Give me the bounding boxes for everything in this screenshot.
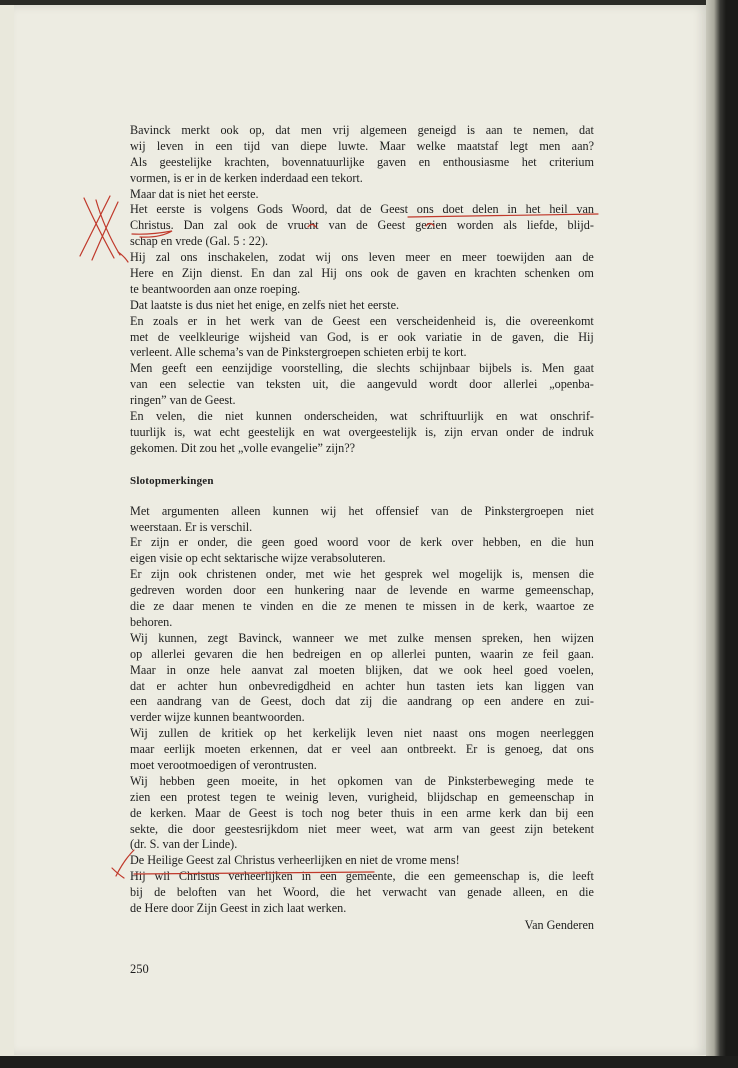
text-line: Christus. Dan zal ook de vrucht van de Geest gezien worden als liefde, blijd- (130, 218, 594, 233)
text-line: Met argumenten alleen kunnen wij het offensief van de Pinkstergroepen niet (130, 503, 594, 518)
text-line: gekomen. Dit zou het „volle evangelie” zijn?? (130, 440, 356, 455)
text-line: Wij zullen de kritiek op het kerkelijk leven niet naast ons mogen neerleggen (130, 726, 594, 741)
text-line: de kerken. Maar de Geest is toch nog beter thuis in een arme kerk dan bij een (130, 805, 594, 820)
text-line: behoren. (130, 614, 173, 629)
text-line: Men geeft een eenzijdige voorstelling, die slechts schijnbaar bijbels is. Men gaat (130, 361, 594, 376)
text-line: Er zijn er onder, die geen goed woord voor de kerk over hebben, en die hun (130, 535, 594, 550)
text-line: Wij hebben geen moeite, in het opkomen van de Pinksterbeweging mede te (130, 773, 594, 788)
text-line: Wij kunnen, zegt Bavinck, wanneer we met zulke mensen spreken, hen wijzen (130, 630, 594, 645)
text-line: Er zijn ook christenen onder, met wie het gesprek wel mogelijk is, mensen die (130, 567, 594, 582)
text-line: weerstaan. Er is verschil. (130, 519, 253, 534)
text-line: een aandrang van de Geest, doch dat zij die aandrang op een andere en zui- (130, 694, 594, 709)
text-line: met de veelkleurige wijsheid van God, is er ook variatie in de gaven, die Hij (130, 329, 594, 344)
text-line: tuurlijk is, wat echt geestelijk en wat overgeestelijk is, zijn ervan onder de indruk (130, 424, 594, 439)
text-line: Hij zal ons inschakelen, zodat wij ons leven meer en meer toewijden aan de (130, 250, 594, 265)
text-line: Dat laatste is dus niet het enige, en zelfs niet het eerste. (130, 297, 400, 312)
author-signature: Van Genderen (524, 917, 594, 932)
text-line: die ze daar menen te vinden en die ze menen te missen in de kerk, waartoe ze (130, 599, 594, 614)
text-line: eigen visie op echt sektarische wijze verabsoluteren. (130, 551, 386, 566)
text-line: maar eerlijk moeten erkennen, dat er veel aan ontbreekt. Er is genoeg, dat ons (130, 742, 594, 757)
text-line: bij de beloften van het Woord, die het verwacht van genade alleen, en die (130, 885, 594, 900)
text-line: van een selectie van teksten uit, die aangevuld wordt door allerlei „openba- (130, 377, 594, 392)
text-line: ringen” van de Geest. (130, 393, 236, 408)
page-body (130, 123, 594, 934)
section-heading: Slotopmerkingen (130, 474, 214, 487)
text-line: Here en Zijn dienst. En dan zal Hij ons ook de gaven en krachten schenken om (130, 266, 594, 281)
text-line: Het eerste is volgens Gods Woord, dat de Geest ons doet delen in het heil van (130, 202, 594, 217)
text-line: gedreven worden door een hunkering naar de levende en warme gemeenschap, (130, 583, 594, 598)
text-line: dat er achter hun onbevredigdheid en achter hun tasten iets kan liggen van (130, 678, 594, 693)
text-line: verleent. Alle schema’s van de Pinkstergroepen schieten erbij te kort. (130, 345, 467, 360)
page-number: 250 (130, 962, 149, 976)
text-line: Bavinck merkt ook op, dat men vrij algemeen geneigd is aan te nemen, dat (130, 123, 594, 137)
text-line: vormen, is er in de kerken inderdaad een tekort. (130, 170, 363, 185)
text-line: schap en vrede (Gal. 5 : 22). (130, 234, 269, 249)
scan-border-right (706, 0, 738, 1068)
text-block-1 (130, 123, 594, 457)
text-line: moet verootmoedigen of verontrusten. (130, 757, 317, 772)
text-line: Als geestelijke krachten, bovennatuurlijke gaven en enthousiasme het criterium (130, 154, 594, 169)
text-line: zien een protest tegen te weinig leven, vurigheid, blijdschap en gemeenschap in (130, 789, 594, 804)
text-line: sekte, die door geestesrijkdom niet meer weet, wat arm van geest zijn betekent (130, 821, 594, 836)
text-line: op allerlei gevaren die hen bedreigen en op allerlei punten, waarin ze feil gaan. (130, 646, 594, 661)
text-line: te beantwoorden aan onze roeping. (130, 281, 301, 296)
text-line: Maar in onze hele aanvat zal moeten blijken, dat we ook heel goed voelen, (130, 662, 594, 677)
text-line: Hij wil Christus verheerlijken in een gemeente, die een gemeenschap is, die leeft (130, 869, 594, 884)
scan-border-bottom (0, 1056, 738, 1068)
text-line: wij leven in een tijd van diepe luwte. Maar welke maatstaf legt men aan? (130, 138, 594, 153)
text-block-2 (130, 504, 594, 917)
text-line: de Here door Zijn Geest in zich laat werken. (130, 900, 347, 915)
text-line: (dr. S. van der Linde). (130, 837, 238, 852)
text-line: De Heilige Geest zal Christus verheerlijken en niet de vrome mens! (130, 853, 460, 868)
text-line: verder wijze kunnen beantwoorden. (130, 710, 305, 725)
text-line: En velen, die niet kunnen onderscheiden, wat schriftuurlijk en wat onschrif- (130, 409, 594, 424)
text-line: Maar dat is niet het eerste. (130, 186, 259, 201)
text-line: En zoals er in het werk van de Geest een verscheidenheid is, die overeenkomt (130, 313, 594, 328)
